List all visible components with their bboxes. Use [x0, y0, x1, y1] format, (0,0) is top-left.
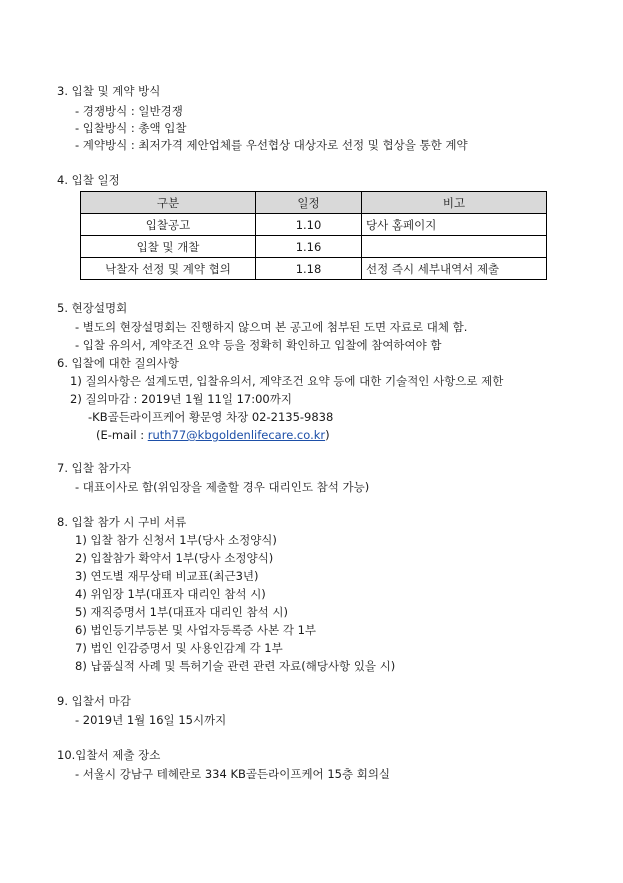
section-9-item-1: - 2019년 1월 16일 15시까지	[75, 713, 227, 727]
section-6-email-line	[96, 427, 330, 443]
document-item: 7) 법인 인감증명서 및 사용인감계 각 1부	[75, 641, 283, 655]
section-6-contact: -KB골든라이프케어 황문영 차장 02-2135-9838	[88, 410, 334, 424]
schedule-table	[80, 191, 547, 280]
schedule-note	[362, 236, 547, 258]
document-item: 1) 입찰 참가 신청서 1부(당사 소정양식)	[75, 533, 277, 547]
schedule-note: 당사 홈페이지	[362, 214, 547, 236]
table-row	[81, 236, 547, 258]
document-item: 6) 법인등기부등본 및 사업자등록증 사본 각 1부	[75, 623, 317, 637]
email-link[interactable]: ruth77@kbgoldenlifecare.co.kr	[147, 428, 326, 442]
section-8-heading: 8. 입찰 참가 시 구비 서류	[57, 515, 187, 529]
column-header-category: 구분	[81, 192, 256, 214]
schedule-header-row	[81, 192, 547, 214]
schedule-category: 입찰 및 개찰	[81, 236, 256, 258]
section-5-item-2: - 입찰 유의서, 계약조건 요약 등을 정확히 확인하고 입찰에 참여하여야 함	[75, 338, 442, 352]
document-item: 3) 연도별 재무상태 비교표(최근3년)	[75, 569, 259, 583]
table-row	[81, 258, 547, 280]
section-6-item-1: 1) 질의사항은 설계도면, 입찰유의서, 계약조건 요약 등에 대한 기술적인 사항으로 제한	[70, 374, 504, 388]
schedule-date: 1.18	[256, 258, 362, 280]
column-header-date: 일정	[256, 192, 362, 214]
section-3-item-1: - 경쟁방식 : 일반경쟁	[75, 104, 183, 118]
schedule-date: 1.16	[256, 236, 362, 258]
section-3-item-3: - 계약방식 : 최저가격 제안업체를 우선협상 대상자로 선정 및 협상을 통한 계약	[75, 138, 468, 152]
section-6-heading: 6. 입찰에 대한 질의사항	[57, 356, 179, 370]
section-3-item-2: - 입찰방식 : 총액 입찰	[75, 121, 187, 135]
email-prefix: (E-mail :	[96, 428, 148, 442]
table-row	[81, 214, 547, 236]
section-4-heading: 4. 입찰 일정	[57, 173, 120, 187]
section-10-heading: 10.입찰서 제출 장소	[57, 748, 161, 762]
schedule-note: 선정 즉시 세부내역서 제출	[362, 258, 547, 280]
document-item: 4) 위임장 1부(대표자 대리인 참석 시)	[75, 587, 266, 601]
section-5-item-1: - 별도의 현장설명회는 진행하지 않으며 본 공고에 첨부된 도면 자료로 대체 함.	[75, 320, 468, 334]
schedule-date: 1.10	[256, 214, 362, 236]
column-header-note: 비고	[362, 192, 547, 214]
schedule-category: 입찰공고	[81, 214, 256, 236]
section-6-item-2: 2) 질의마감 : 2019년 1월 11일 17:00까지	[70, 392, 292, 406]
document-item: 2) 입찰참가 확약서 1부(당사 소정양식)	[75, 551, 274, 565]
email-suffix: )	[325, 428, 330, 442]
section-7-item-1: - 대표이사로 함(위임장을 제출할 경우 대리인도 참석 가능)	[75, 480, 370, 494]
section-10-item-1: - 서울시 강남구 테헤란로 334 KB골든라이프케어 15층 회의실	[75, 767, 391, 781]
section-7-heading: 7. 입찰 참가자	[57, 461, 131, 475]
section-9-heading: 9. 입찰서 마감	[57, 694, 131, 708]
section-3-heading: 3. 입찰 및 계약 방식	[57, 84, 161, 98]
section-5-heading: 5. 현장설명회	[57, 301, 128, 315]
document-item: 8) 납품실적 사례 및 특허기술 관련 관련 자료(해당사항 있을 시)	[75, 659, 396, 673]
schedule-category: 낙찰자 선정 및 계약 협의	[81, 258, 256, 280]
document-item: 5) 재직증명서 1부(대표자 대리인 참석 시)	[75, 605, 289, 619]
